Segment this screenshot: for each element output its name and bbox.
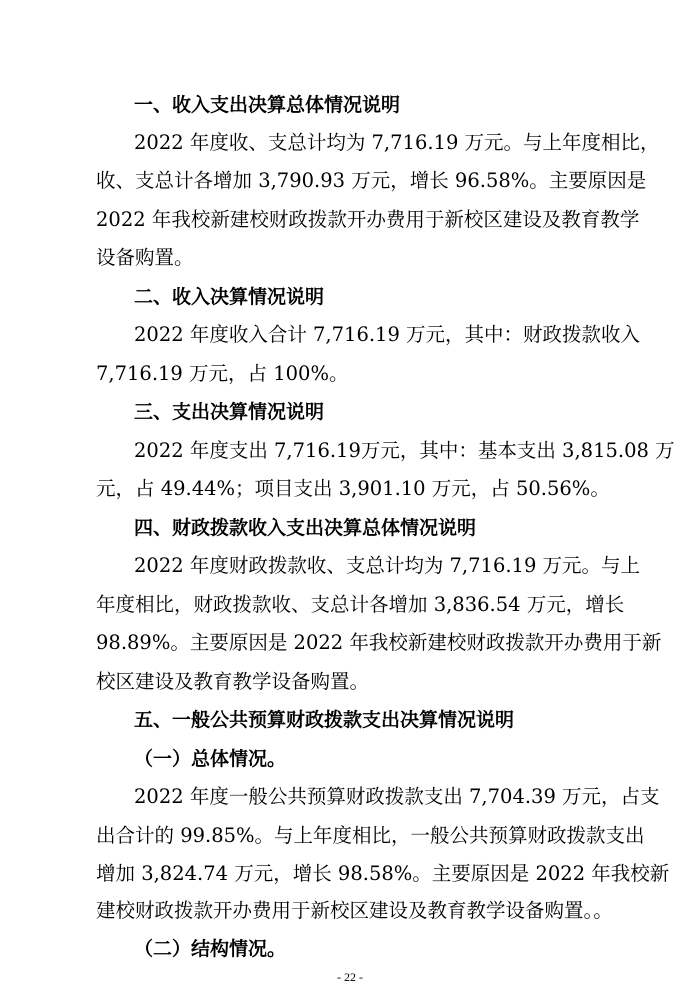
paragraph-line: 元，占 49.44%；项目支出 3,901.10 万元，占 50.56%。 <box>96 477 610 500</box>
paragraph-line: 2022 年度财政拨款收、支总计均为 7,716.19 万元。与上 <box>134 554 641 577</box>
paragraph-line: 设备购置。 <box>96 246 194 269</box>
paragraph-line: 2022 年度收、支总计均为 7,716.19 万元。与上年度相比， <box>134 131 660 154</box>
paragraph-line: 2022 年度一般公共预算财政拨款支出 7,704.39 万元，占支 <box>134 785 660 808</box>
paragraph-line: 2022 年度收入合计 7,716.19 万元，其中：财政拨款收入 <box>134 323 641 346</box>
section-heading-1: 一、收入支出决算总体情况说明 <box>134 94 401 116</box>
paragraph-line: 98.89%。主要原因是 2022 年我校新建校财政拨款开办费用于新 <box>96 631 662 654</box>
paragraph-line: 建校财政拨款开办费用于新校区建设及教育教学设备购置。。 <box>96 899 613 922</box>
subsection-heading-2: （二）结构情况。 <box>134 938 287 960</box>
paragraph-line: 2022 年我校新建校财政拨款开办费用于新校区建设及教育教学 <box>96 208 640 231</box>
section-heading-3: 三、支出决算情况说明 <box>134 401 325 423</box>
paragraph-line: 校区建设及教育教学设备购置。 <box>96 670 370 693</box>
section-heading-4: 四、财政拨款收入支出决算总体情况说明 <box>134 517 477 539</box>
paragraph-line: 收、支总计各增加 3,790.93 万元，增长 96.58%。主要原因是 <box>96 169 647 192</box>
paragraph-line: 2022 年度支出 7,716.19万元，其中：基本支出 3,815.08 万 <box>134 439 675 462</box>
subsection-heading-1: （一）总体情况。 <box>134 748 287 770</box>
paragraph-line: 出合计的 99.85%。与上年度相比，一般公共预算财政拨款支出 <box>96 824 645 847</box>
paragraph-line: 增加 3,824.74 万元，增长 98.58%。主要原因是 2022 年我校新 <box>96 862 670 885</box>
page-number: - 22 - <box>337 970 363 984</box>
paragraph-line: 7,716.19 万元，占 100%。 <box>96 362 349 385</box>
section-heading-5: 五、一般公共预算财政拨款支出决算情况说明 <box>134 709 515 731</box>
paragraph-line: 年度相比，财政拨款收、支总计各增加 3,836.54 万元，增长 <box>96 593 625 616</box>
section-heading-2: 二、收入决算情况说明 <box>134 286 325 308</box>
